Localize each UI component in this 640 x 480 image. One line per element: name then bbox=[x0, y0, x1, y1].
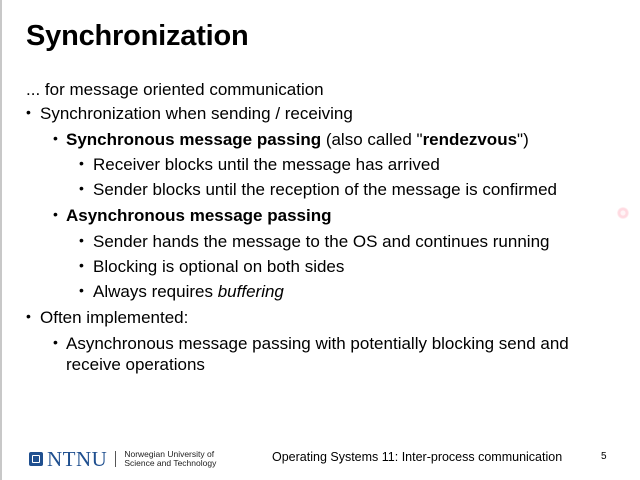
bullet-icon: • bbox=[79, 155, 84, 171]
bullet-blocking-optional: Blocking is optional on both sides bbox=[93, 257, 345, 276]
text: Always requires bbox=[93, 282, 218, 301]
logo-separator bbox=[115, 451, 116, 467]
bullet-often-implemented: Often implemented: bbox=[40, 308, 189, 327]
bullet-sender-blocks: Sender blocks until the reception of the message is confirmed bbox=[93, 180, 557, 199]
university-name-line1: Norwegian University of bbox=[124, 449, 215, 459]
bullet-icon: • bbox=[26, 104, 31, 120]
bullet-icon: • bbox=[79, 257, 84, 273]
ntnu-logo bbox=[29, 449, 216, 469]
text: (also called " bbox=[321, 130, 423, 149]
bullet-sender-hands-message: Sender hands the message to the OS and continues running bbox=[93, 232, 550, 251]
bullet-icon: • bbox=[53, 206, 58, 222]
bullet-icon: • bbox=[53, 334, 58, 350]
slide-left-border bbox=[0, 0, 2, 480]
bullet-icon: • bbox=[79, 180, 84, 196]
bullet-requires-buffering bbox=[93, 282, 284, 302]
bullet-sync-sending-receiving: Synchronization when sending / receiving bbox=[40, 104, 353, 123]
page-number: 5 bbox=[601, 451, 607, 462]
term-synchronous: Synchronous message passing bbox=[66, 130, 322, 149]
ntnu-logo-text: NTNU bbox=[47, 447, 108, 471]
term-buffering: buffering bbox=[217, 282, 284, 301]
bullet-icon: • bbox=[26, 308, 31, 324]
bullet-synchronous-passing bbox=[66, 130, 529, 150]
university-name bbox=[124, 450, 216, 468]
bullet-asynchronous-passing: Asynchronous message passing bbox=[66, 206, 332, 225]
laser-pointer-dot bbox=[617, 207, 629, 219]
term-rendezvous: rendezvous bbox=[422, 130, 518, 149]
bullet-async-with-blocking-line1: Asynchronous message passing with potentially blocking send and bbox=[66, 334, 569, 353]
intro-text: ... for message oriented communication bbox=[26, 80, 324, 99]
university-name-line2: Science and Technology bbox=[124, 458, 217, 468]
bullet-icon: • bbox=[79, 282, 84, 298]
bullet-icon: • bbox=[53, 130, 58, 146]
bullet-async-with-blocking-line2: receive operations bbox=[66, 355, 205, 374]
text: ") bbox=[517, 130, 529, 149]
bullet-icon: • bbox=[79, 232, 84, 248]
bullet-receiver-blocks: Receiver blocks until the message has arrived bbox=[93, 155, 440, 174]
slide-title: Synchronization bbox=[26, 20, 249, 52]
ntnu-logo-square-icon bbox=[29, 452, 43, 466]
footer-course-title: Operating Systems 11: Inter-process communication bbox=[272, 450, 563, 464]
